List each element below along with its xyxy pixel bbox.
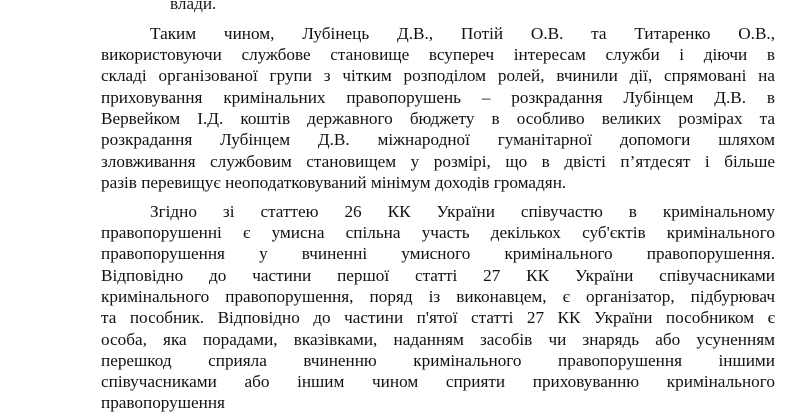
- text-line-11: правопорушенні є умисна спільна участь декількох суб'єктів кримінального: [101, 223, 775, 242]
- text-line-3: використовуючи службове становище всупереч інтересам служби і діючи в: [101, 45, 775, 64]
- text-line-2: Таким чином, Лубінець Д.В., Потій О.В. та Титаренко О.В.,: [150, 24, 775, 43]
- text-line-13: Відповідно до частини першої статті 27 КК України співучасниками: [101, 266, 775, 285]
- text-line-15: та пособник. Відповідно до частини п'ятої статті 27 КК України пособником є: [101, 308, 775, 327]
- text-line-8: зловживання службовим становищем у розмірі, що в двісті п’ятдесят і більше: [101, 152, 775, 171]
- text-line-7: розкрадання Лубінцем Д.В. міжнародної гуманітарної допомоги шляхом: [101, 130, 775, 149]
- text-line-14: кримінального правопорушення, поряд із виконавцем, є організатор, підбурювач: [101, 287, 775, 306]
- text-line-4: складі організованої групи з чітким розподілом ролей, вчинили дії, спрямовані на: [101, 66, 775, 85]
- text-line-17: перешкод сприяла вчиненню кримінального правопорушення іншими: [101, 351, 775, 370]
- text-line-16: особа, яка порадами, вказівками, наданням засобів чи знарядь або усуненням: [101, 330, 775, 349]
- text-line-9: разів перевищує неоподатковуваний мінімум доходів громадян.: [101, 173, 567, 192]
- text-line-12: правопорушення у вчиненні умисного кримінального правопорушення.: [101, 244, 775, 263]
- text-line-10: Згідно зі статтею 26 КК України співучастю в кримінальному: [150, 202, 775, 221]
- text-line-18: співучасниками або іншим чином сприяти приховуванню кримінального: [101, 372, 775, 391]
- text-line-1: влади.: [170, 0, 217, 13]
- text-line-6: Вервейком І.Д. коштів державного бюджету в особливо великих розмірах та: [101, 109, 775, 128]
- text-line-5: приховування кримінальних правопорушень – розкрадання Лубінцем Д.В. в: [101, 88, 775, 107]
- text-line-19: правопорушення: [101, 393, 225, 412]
